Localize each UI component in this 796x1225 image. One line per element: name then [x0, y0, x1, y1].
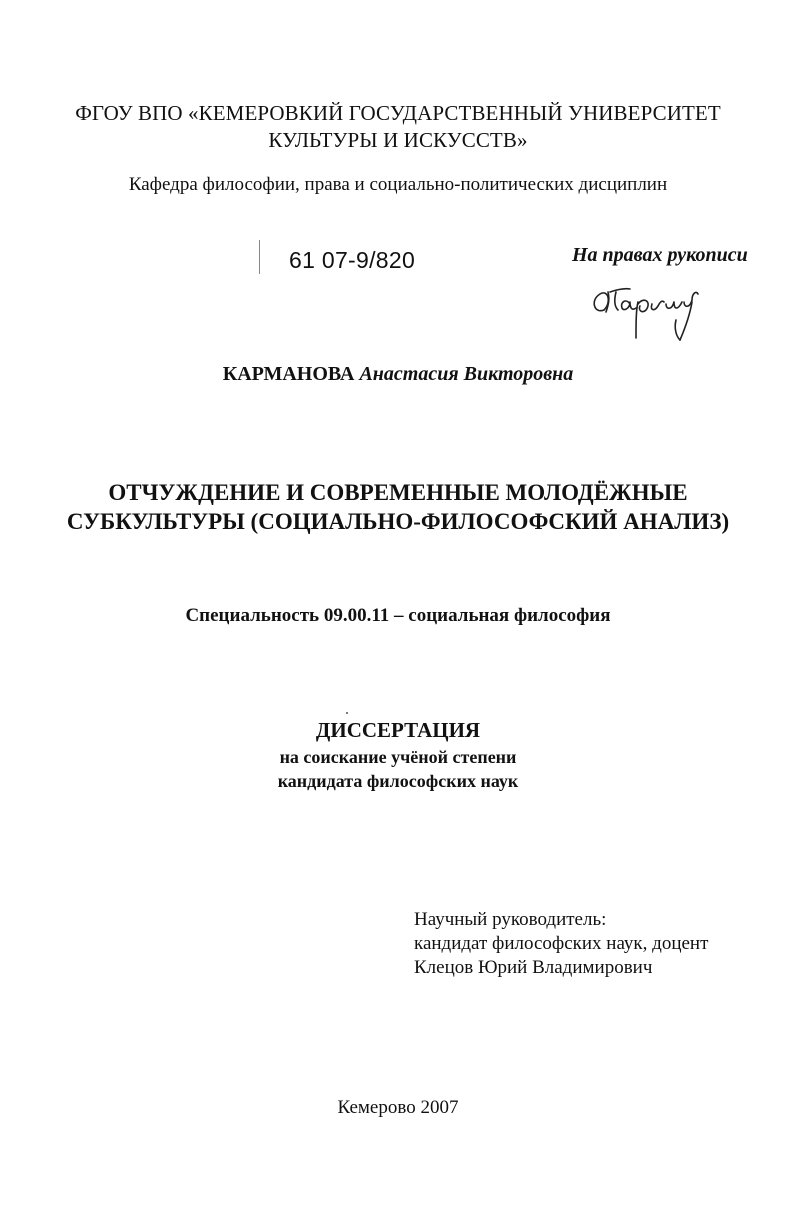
department-name: Кафедра философии, права и социально-политических дисциплин [128, 174, 668, 195]
degree-line-1: на соискание учёной степени [279, 747, 517, 767]
scan-speck [346, 712, 348, 714]
supervisor-degree: кандидат философских наук, доцент [414, 933, 709, 954]
stamp-divider [259, 240, 260, 274]
institution-line-2: КУЛЬТУРЫ И ИСКУССТВ» [268, 128, 528, 152]
title-line-1: ОТЧУЖДЕНИЕ И СОВРЕМЕННЫЕ МОЛОДЁЖНЫЕ [108, 480, 688, 505]
author-name [0, 361, 796, 387]
title-line-2: СУБКУЛЬТУРЫ (СОЦИАЛЬНО-ФИЛОСОФСКИЙ АНАЛИЗ) [66, 509, 730, 534]
institution-name [0, 100, 796, 154]
supervisor-block [414, 908, 708, 980]
institution-line-1: ФГОУ ВПО «КЕМЕРОВКИЙ ГОСУДАРСТВЕННЫЙ УНИВЕРСИТЕТ [75, 101, 721, 125]
signature-icon [586, 280, 710, 348]
document-type-heading: ДИССЕРТАЦИЯ [315, 718, 481, 742]
manuscript-rights-note: На правах рукописи [572, 244, 748, 266]
author-given-names: Анастасия Викторовна [359, 363, 574, 385]
degree-line-2: кандидата философских наук [277, 771, 519, 791]
specialty: Специальность 09.00.11 – социальная философия [185, 605, 611, 626]
library-stamp-code: 61 07-9/820 [289, 247, 416, 273]
supervisor-name: Клецов Юрий Владимирович [414, 957, 653, 978]
supervisor-label: Научный руководитель: [414, 909, 607, 930]
degree-purpose [0, 745, 796, 793]
place-and-year: Кемерово 2007 [337, 1097, 459, 1118]
author-surname: КАРМАНОВА [222, 363, 355, 385]
dissertation-title [0, 478, 796, 536]
